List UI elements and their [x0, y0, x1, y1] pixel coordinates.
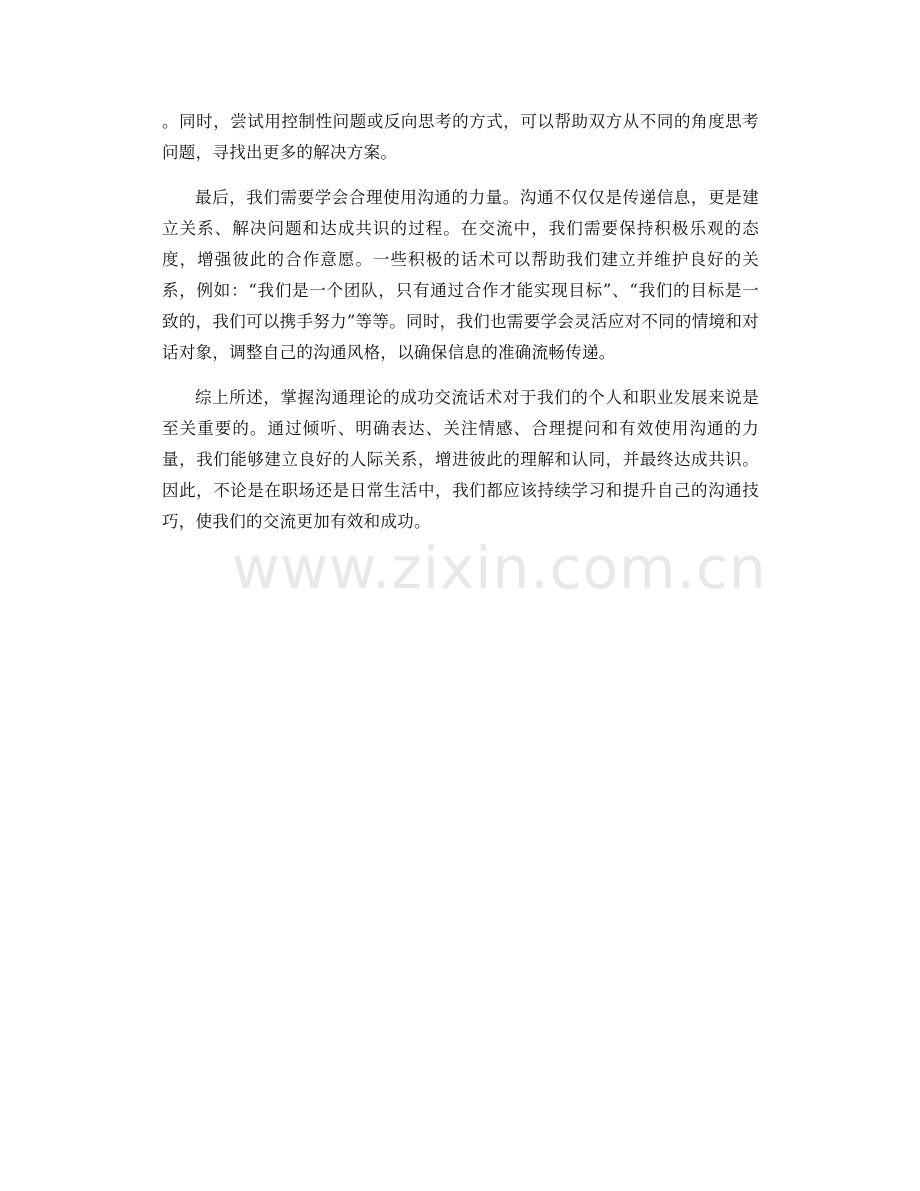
watermark: www.zixin.com.cn	[232, 534, 767, 602]
paragraph-communication-power: 最后，我们需要学会合理使用沟通的力量。沟通不仅仅是传递信息，更是建立关系、解决问题和达成共识的过程。在交流中，我们需要保持积极乐观的态度，增强彼此的合作意愿。一些积极的话术可以帮助我们建立并维护良好的关系，例如：“我们是一个团队，只有通过合作才能实现目标”、“我们的目标是一致的，我们可以携手努力”等等。同时，我们也需要学会灵活应对不同的情境和对话对象，调整自己的沟通风格，以确保信息的准确流畅传递。	[162, 188, 759, 362]
paragraph-conclusion: 综上所述，掌握沟通理论的成功交流话术对于我们的个人和职业发展来说是至关重要的。通过倾听、明确表达、关注情感、合理提问和有效使用沟通的力量，我们能够建立良好的人际关系，增进彼此的理解和认同，并最终达成共识。因此，不论是在职场还是日常生活中，我们都应该持续学习和提升自己的沟通技巧，使我们的交流更加有效和成功。	[162, 388, 759, 531]
paragraph-continuation: 。同时，尝试用控制性问题或反向思考的方式，可以帮助双方从不同的角度思考问题，寻找出更多的解决方案。	[162, 112, 759, 162]
document-body	[162, 106, 759, 551]
